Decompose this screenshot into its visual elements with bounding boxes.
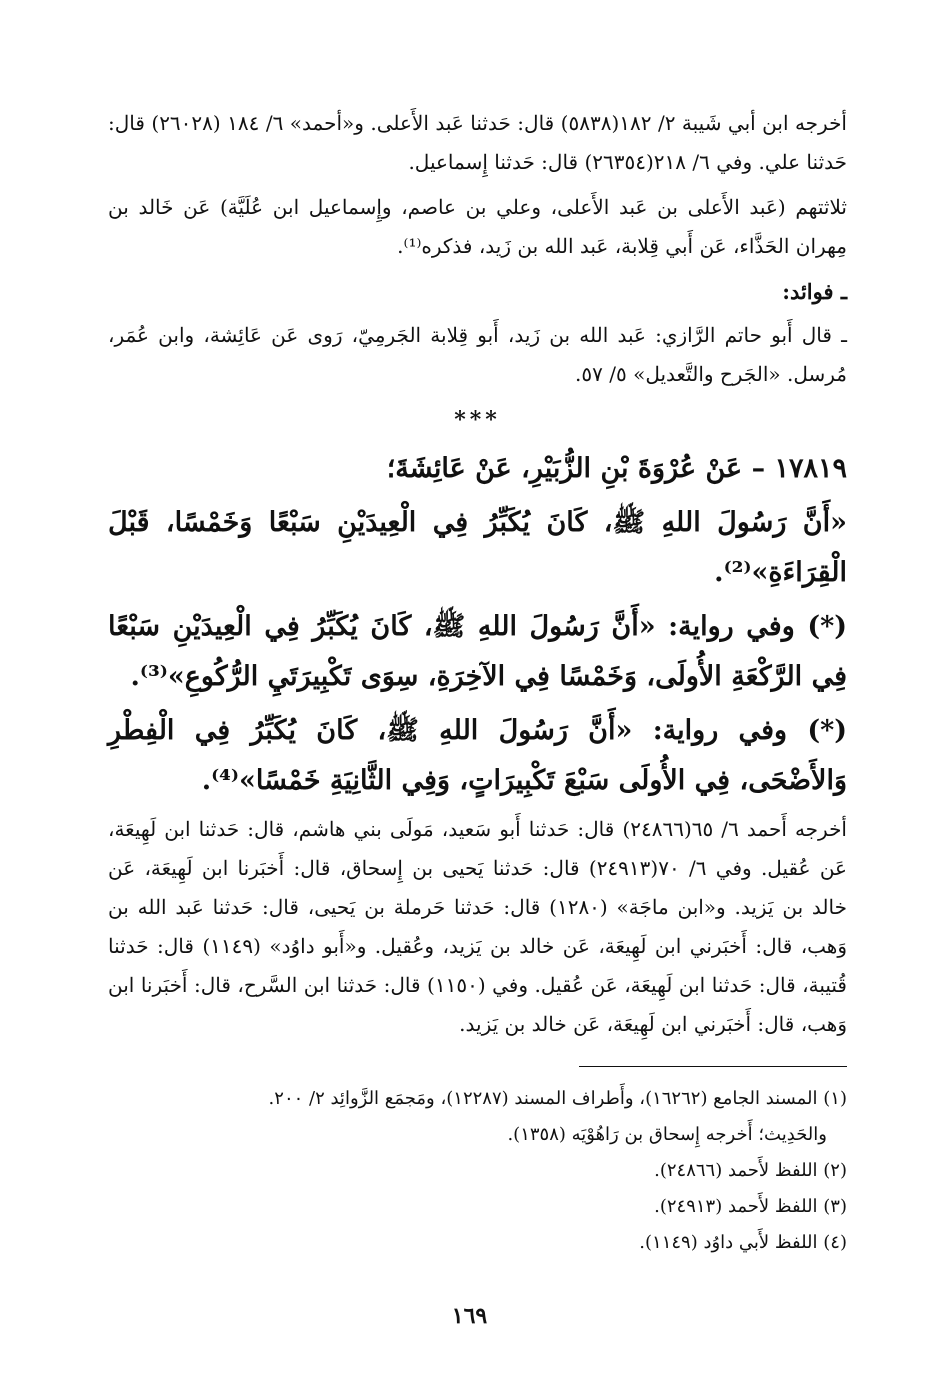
- benefits-heading: ـ فوائد:: [782, 279, 847, 304]
- footnote-2: (٢) اللفظ لأَحمد (٢٤٨٦٦).: [654, 1160, 847, 1181]
- hadith-variant-1: (*) وفي رواية: «أَنَّ رَسُولَ اللهِ ﷺ، كَانَ يُكَبِّرُ فِي الْعِيدَيْنِ سَبْعًا فِي الرَّكْعَةِ الأُولَى، وَخَمْسًا فِي الآخِرَةِ، سِوَى تَكْبِيرَتَيِ الرُّكُوعِ»⁽³⁾.: [108, 611, 847, 692]
- footnotes: [108, 1081, 847, 1261]
- hadith-variant-2: (*) وفي رواية: «أَنَّ رَسُولَ اللهِ ﷺ، كَانَ يُكَبِّرُ فِي الْفِطْرِ وَالأَضْحَى، فِي الأُولَى سَبْعَ تَكْبِيرَاتٍ، وَفِي الثَّانِيَةِ خَمْسًا»⁽⁴⁾.: [108, 715, 847, 796]
- hadith-header: [108, 444, 847, 494]
- benefits-text: ـ قال أَبو حاتم الرَّازي: عَبد الله بن زَيد، أَبو قِلابة الجَرمِيّ، رَوى عَن عَائِشة، وابن عُمَر، مُرسل. «الجَرح والتَّعديل» ٥/ ٥٧.: [108, 323, 847, 386]
- page-number: ١٦٩: [451, 1303, 488, 1329]
- takhrij-paragraph-3: أخرجه أَحمد ٦/ ٦٥(٢٤٨٦٦) قال: حَدثنا أَبو سَعيد، مَولَى بني هاشم، قال: حَدثنا ابن لَهِيعَة، عَن عُقيل. وفي ٦/ ٧٠(٢٤٩١٣) قال: حَدثنا يَحيى بن إِسحاق، قال: أَخبَرنا ابن لَهِيعَة، عَن خالد بن يَزيد. و«ابن ماجَة» (١٢٨٠) قال: حَدثنا حَرملة بن يَحيى، قال: حَدثنا عَبد الله بن وَهب، قال: أَخبَرني ابن لَهِيعَة، عَن خالد بن يَزيد، وعُقيل. و«أَبو داوُد» (١١٤٩) قال: حَدثنا قُتيبة، قال: حَدثنا ابن لَهِيعَة، عَن عُقيل. وفي (١١٥٠) قال: حَدثنا ابن السَّرح، قال: أَخبَرنا ابن وَهب، قال: أَخبَرني ابن لَهِيعَة، عَن خالد بن يَزيد.: [108, 817, 847, 1036]
- hadith-text: «أَنَّ رَسُولَ اللهِ ﷺ، كَانَ يُكَبِّرُ فِي الْعِيدَيْنِ سَبْعًا وَخَمْسًا، قَبْلَ الْقِرَاءَةِ»⁽²⁾.: [108, 507, 847, 588]
- footnote-separator: [579, 1066, 847, 1067]
- hadith-number: ١٧٨١٩ –: [751, 453, 847, 484]
- hadith-chain: عَنْ عُرْوَةَ بْنِ الزُّبَيْرِ، عَنْ عَائِشَةَ؛: [386, 453, 743, 484]
- takhrij-paragraph-1: أخرجه ابن أبي شَيبة ٢/ ١٨٢(٥٨٣٨) قال: حَدثنا عَبد الأَعلى. و«أحمد» ٦/ ١٨٤ (٢٦٠٢٨) قال: حَدثنا علي. وفي ٦/ ٢١٨(٢٦٣٥٤) قال: حَدثنا إِسماعيل.: [108, 111, 847, 174]
- takhrij-paragraph-2: ثلاثتهم (عَبد الأَعلى بن عَبد الأَعلى، وعلي بن عاصم، وإِسماعيل ابن عُلَيَّة) عَن خَالد بن مِهران الحَذَّاء، عَن أَبي قِلابة، عَبد الله بن زَيد، فذكره⁽¹⁾.: [108, 195, 847, 258]
- section-separator-stars: ***: [454, 407, 501, 433]
- footnote-1: (١) المسند الجامع (١٦٢٦٢)، وأَطراف المسند (١٢٢٨٧)، ومَجمَع الزَّوائِد ٢/ ٢٠٠.: [268, 1088, 847, 1109]
- footnote-4: (٤) اللفظ لأَبي داوُد (١١٤٩).: [639, 1232, 847, 1253]
- footnote-3: (٣) اللفظ لأَحمد (٢٤٩١٣).: [654, 1196, 847, 1217]
- footnote-1-continuation: والحَدِيث؛ أَخرجه إِسحاق بن رَاهُوْيَه (١٣٥٨).: [507, 1124, 827, 1145]
